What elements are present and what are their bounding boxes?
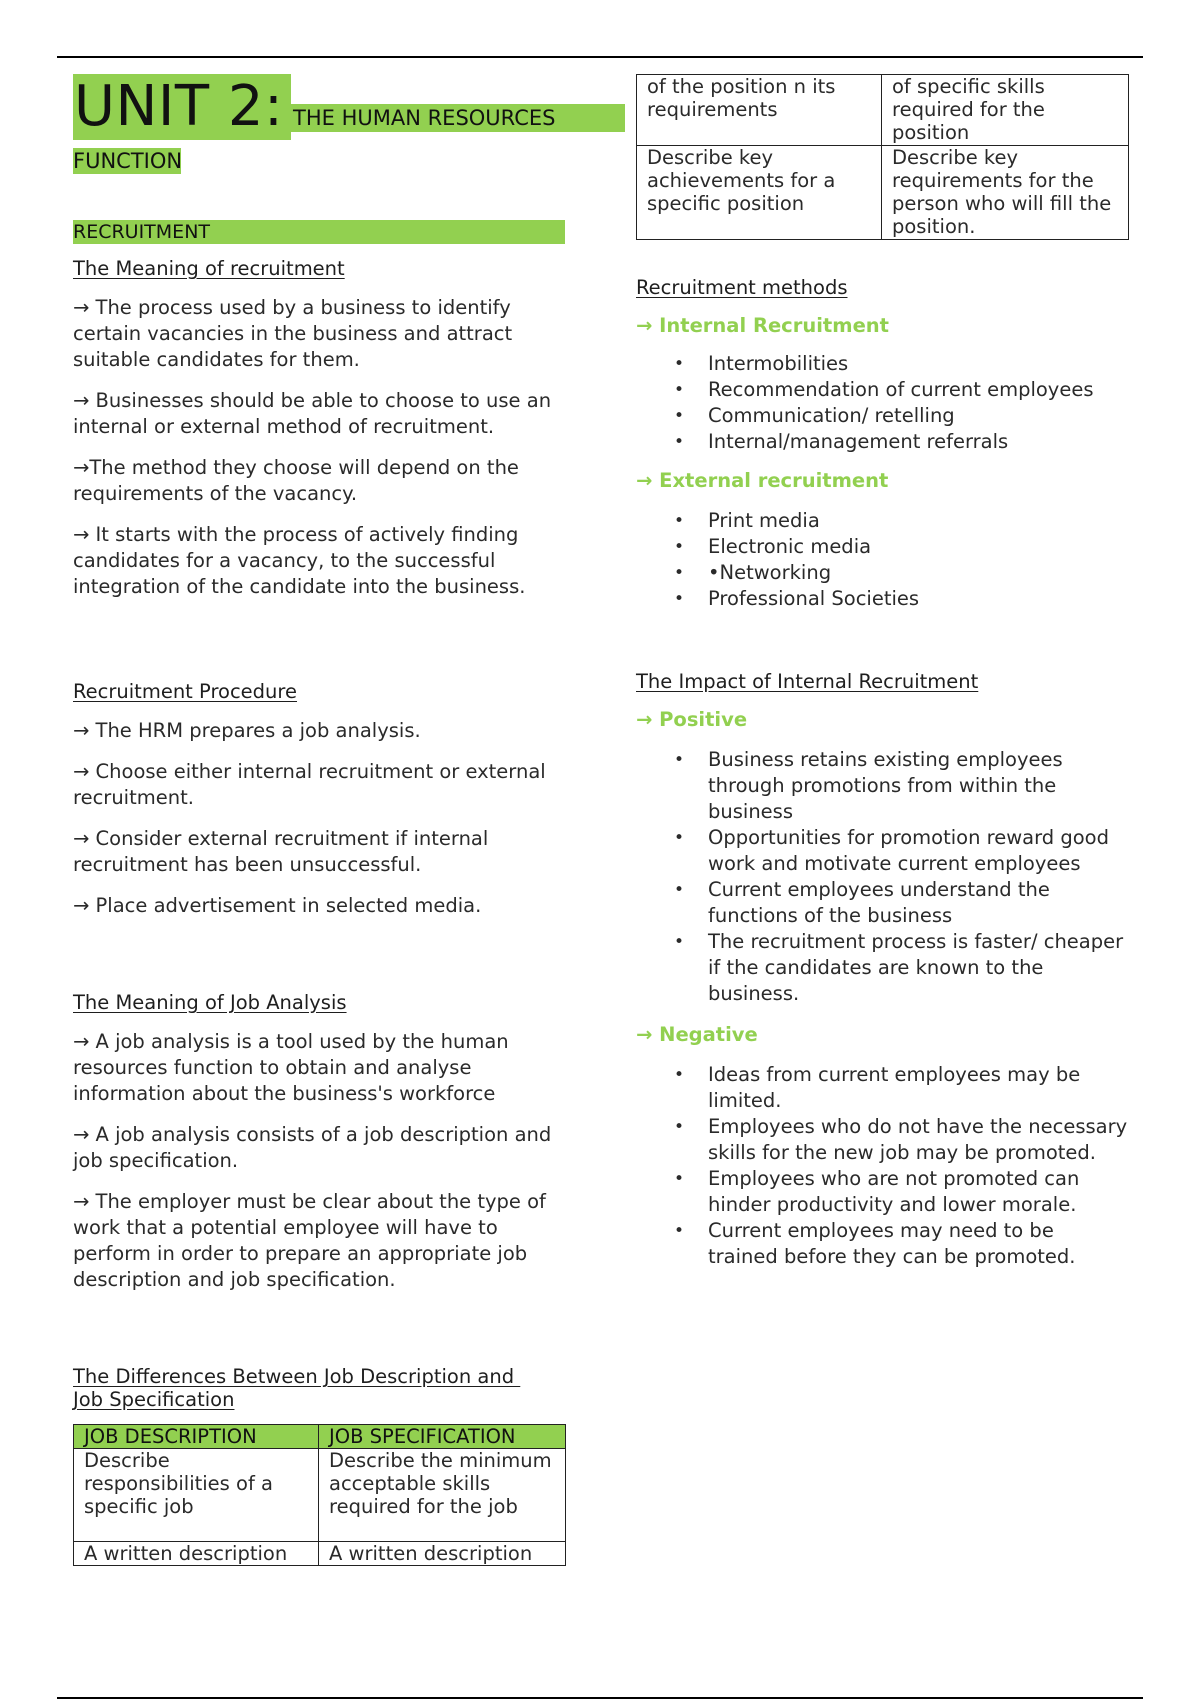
list-item: • Communication/ retelling [636, 403, 1129, 429]
negative-label: → Negative [636, 1023, 758, 1046]
differences-table [73, 1424, 566, 1566]
list-item: • Recommendation of current employees [636, 377, 1129, 403]
meaning-paragraph: → Businesses should be able to choose to use an internal or external method of recruitment. [73, 389, 552, 438]
table-cell: Describe the minimum acceptable skills required for the job [319, 1449, 566, 1542]
meaning-paragraph: → The process used by a business to identify certain vacancies in the business and attract suitable candidates for them. [73, 296, 513, 371]
list-item: • The recruitment process is faster/ cheaper if the candidates are known to the business. [636, 929, 1129, 1007]
header-job-description: JOB DESCRIPTION [74, 1425, 319, 1449]
list-item: • Business retains existing employees through promotions from within the business [636, 747, 1129, 825]
list-item: • •Networking [636, 560, 1129, 586]
section-heading-recruitment: RECRUITMENT [73, 220, 565, 244]
table-row [74, 1449, 566, 1542]
list-item: • Professional Societies [636, 586, 1129, 612]
list-item: • Print media [636, 508, 1129, 534]
impact-heading: The Impact of Internal Recruitment [636, 670, 979, 693]
methods-heading: Recruitment methods [636, 276, 848, 299]
bottom-rule [57, 1697, 1143, 1699]
table-row [74, 1542, 566, 1566]
list-item: • Employees who are not promoted can hinder productivity and lower morale. [636, 1166, 1129, 1218]
table-header-row [74, 1425, 566, 1449]
subtitle-line-2: FUNCTION [73, 149, 183, 173]
job-analysis-paragraph: → A job analysis consists of a job description and job specification. [73, 1123, 552, 1172]
title-block [73, 72, 565, 140]
job-analysis-paragraph: → A job analysis is a tool used by the human resources function to obtain and analyse information about the business's workforce [73, 1030, 509, 1105]
job-analysis-paragraph: → The employer must be clear about the type of work that a potential employee will have to perform in order to prepare an appropriate job description and job specification. [73, 1190, 546, 1291]
list-item: • Electronic media [636, 534, 1129, 560]
unit-title: UNIT 2: [73, 74, 291, 140]
subtitle-line-1: THE HUMAN RESOURCES [291, 104, 625, 132]
positive-label: → Positive [636, 708, 748, 731]
list-item: • Current employees may need to be trained before they can be promoted. [636, 1218, 1129, 1270]
meaning-paragraph: → It starts with the process of actively finding candidates for a vacancy, to the successful integration of the candidate into the business. [73, 523, 526, 598]
table-cell: A written description [74, 1542, 319, 1566]
table-cell: A written description [319, 1542, 566, 1566]
right-column [636, 72, 1129, 1270]
meaning-paragraph: →The method they choose will depend on the requirements of the vacancy. [73, 456, 519, 505]
external-recruitment-label: → External recruitment [636, 469, 889, 492]
procedure-paragraph: → Consider external recruitment if internal recruitment has been unsuccessful. [73, 827, 489, 876]
meaning-heading: The Meaning of recruitment [73, 257, 345, 280]
table-cell: of the position n its requirements [637, 75, 882, 146]
list-item: • Opportunities for promotion reward good work and motivate current employees [636, 825, 1129, 877]
positive-list [636, 747, 1129, 1007]
negative-list [636, 1062, 1129, 1270]
differences-heading-line-2: Job Specification [73, 1388, 235, 1411]
procedure-paragraph: → Place advertisement in selected media. [73, 894, 482, 917]
continued-table [636, 74, 1129, 240]
internal-methods-list [636, 351, 1129, 455]
differences-heading [73, 1365, 565, 1411]
table-row [637, 75, 1129, 146]
job-analysis-heading: The Meaning of Job Analysis [73, 991, 347, 1014]
external-methods-list [636, 508, 1129, 612]
internal-recruitment-label: → Internal Recruitment [636, 314, 889, 337]
table-cell: Describe key requirements for the person who will fill the position. [882, 146, 1129, 240]
header-job-specification: JOB SPECIFICATION [319, 1425, 566, 1449]
list-item: • Ideas from current employees may be limited. [636, 1062, 1129, 1114]
left-column [73, 72, 565, 1566]
list-item: • Current employees understand the functions of the business [636, 877, 1129, 929]
procedure-paragraph: → The HRM prepares a job analysis. [73, 719, 421, 742]
top-rule [57, 56, 1143, 58]
differences-heading-line-1: The Differences Between Job Description and [73, 1365, 521, 1388]
table-cell: Describe key achievements for a specific position [637, 146, 882, 240]
procedure-paragraph: → Choose either internal recruitment or external recruitment. [73, 760, 546, 809]
table-cell: Describe responsibilities of a specific job [74, 1449, 319, 1542]
table-row [637, 146, 1129, 240]
list-item: • Internal/management referrals [636, 429, 1129, 455]
table-cell: of specific skills required for the position [882, 75, 1129, 146]
list-item: • Intermobilities [636, 351, 1129, 377]
procedure-heading: Recruitment Procedure [73, 680, 298, 703]
list-item: • Employees who do not have the necessary skills for the new job may be promoted. [636, 1114, 1129, 1166]
